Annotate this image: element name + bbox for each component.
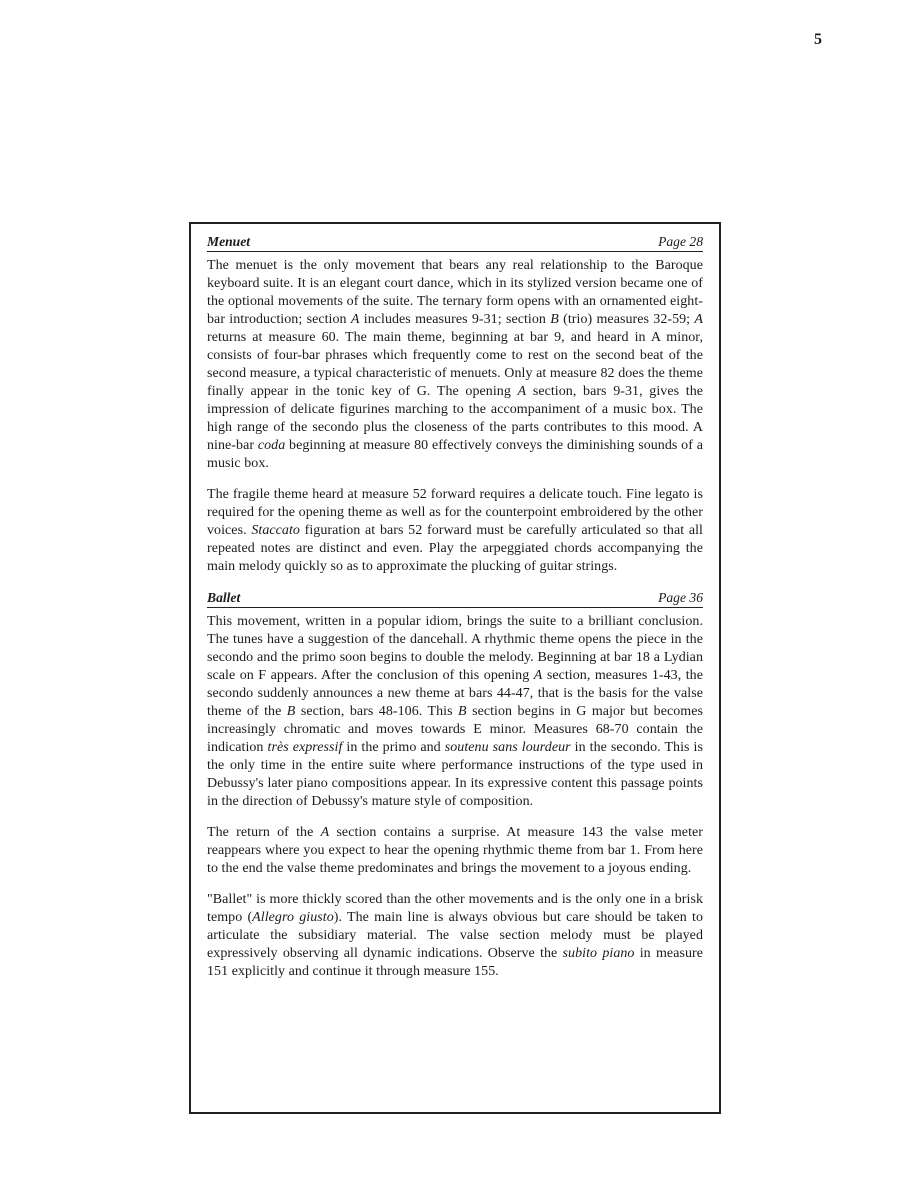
paragraph xyxy=(207,486,703,576)
text-run: "Ballet" is more thickly scored than the other movements and is the only one in a brisk tempo ( xyxy=(207,892,703,925)
paragraph xyxy=(207,824,703,878)
paragraph xyxy=(207,891,703,981)
section-ballet xyxy=(207,589,703,981)
text-run: returns at measure 60. The main theme, beginning at bar 9, and heard in A minor, consists of four-bar phrases which frequently come to rest on the second beat of the second measure, a typical characteristic of menuets. Only at measure 82 does the theme finally appear in the tonic key of G. The opening xyxy=(207,330,703,399)
section-heading xyxy=(207,589,703,608)
text-run: The return of the xyxy=(207,825,321,840)
text-run: This movement, written in a popular idiom, brings the suite to a brilliant conclusion. The tunes have a suggestion of the dancehall. A rhythmic theme opens the piece in the secondo and the primo soon begins to double the melody. Beginning at bar 18 a Lydian scale on F appears. After the conclusion of this opening xyxy=(207,614,703,683)
italic-run: B xyxy=(286,704,296,719)
text-run: section, bars 9-31, gives the impression of delicate figurines marching to the accompaniment of a music box. The high range of the secondo plus the closeness of the parts contributes to this mood. A nine-bar xyxy=(207,384,704,453)
text-run: figuration at bars 52 forward must be carefully articulated so that all repeated notes are distinct and even. Play the arpeggiated chords accompanying the main melody quickly so as to approximate the plucking of guitar strings. xyxy=(207,523,703,574)
italic-run: Staccato xyxy=(251,523,300,538)
text-run: (trio) measures 32-59; xyxy=(558,312,695,327)
text-run: section, bars 48-106. This xyxy=(295,704,459,719)
notes-box xyxy=(189,222,721,1114)
text-run: includes measures 9-31; section xyxy=(359,312,551,327)
italic-run: A xyxy=(350,312,360,327)
text-run: in the primo and xyxy=(342,740,445,755)
section-heading xyxy=(207,233,703,252)
italic-run: subito piano xyxy=(562,946,635,961)
italic-run: Allegro giusto xyxy=(252,910,334,925)
paragraph xyxy=(207,613,703,811)
text-run: section begins in G major but becomes increasingly chromatic and moves towards E minor. Measures 68-70 contain the indication xyxy=(207,704,703,755)
italic-run: coda xyxy=(257,438,286,453)
italic-run: soutenu sans lourdeur xyxy=(444,740,571,755)
text-run: in measure 151 explicitly and continue it through measure 155. xyxy=(207,946,703,979)
section-title: Ballet xyxy=(207,590,241,605)
italic-run: A xyxy=(694,312,704,327)
page-reference: Page 28 xyxy=(658,234,703,249)
text-run: in the secondo. This is the only time in the entire suite where performance instructions of the type used in Debussy's later piano compositions appear. In its expressive content this passage points in the direction of Debussy's mature style of composition. xyxy=(207,740,703,809)
text-run: The menuet is the only movement that bears any real relationship to the Baroque keyboard suite. It is an elegant court dance, which in its stylized version became one of the optional movements of the suite. The ternary form opens with an ornamented eight-bar introduction; section xyxy=(207,258,703,327)
paragraph xyxy=(207,257,703,473)
page-reference: Page 36 xyxy=(658,590,703,605)
section-menuet xyxy=(207,233,703,576)
italic-run: A xyxy=(533,668,543,683)
text-run: ). The main line is always obvious but care should be taken to articulate the subsidiary material. The valse section melody must be played expressively observing all dynamic indications. Observe the xyxy=(207,910,703,961)
text-run: section, measures 1-43, the secondo suddenly announces a new theme at bars 44-47, that is the basis for the valse theme of the xyxy=(207,668,703,719)
italic-run: B xyxy=(458,704,467,719)
italic-run: B xyxy=(550,312,559,327)
text-run: beginning at measure 80 effectively conveys the diminishing sounds of a music box. xyxy=(207,438,703,471)
page-number: 5 xyxy=(814,31,822,48)
italic-run: A xyxy=(517,384,527,399)
section-title: Menuet xyxy=(207,234,251,249)
italic-run: très expressif xyxy=(267,740,343,755)
italic-run: A xyxy=(320,825,330,840)
text-run: The fragile theme heard at measure 52 forward requires a delicate touch. Fine legato is required for the opening theme as well as for the counterpoint embroidered by the other voices. xyxy=(207,487,703,538)
text-run: section contains a surprise. At measure 143 the valse meter reappears where you expect to hear the opening rhythmic theme from bar 1. From here to the end the valse theme predominates and brings the movement to a joyous ending. xyxy=(207,825,703,876)
